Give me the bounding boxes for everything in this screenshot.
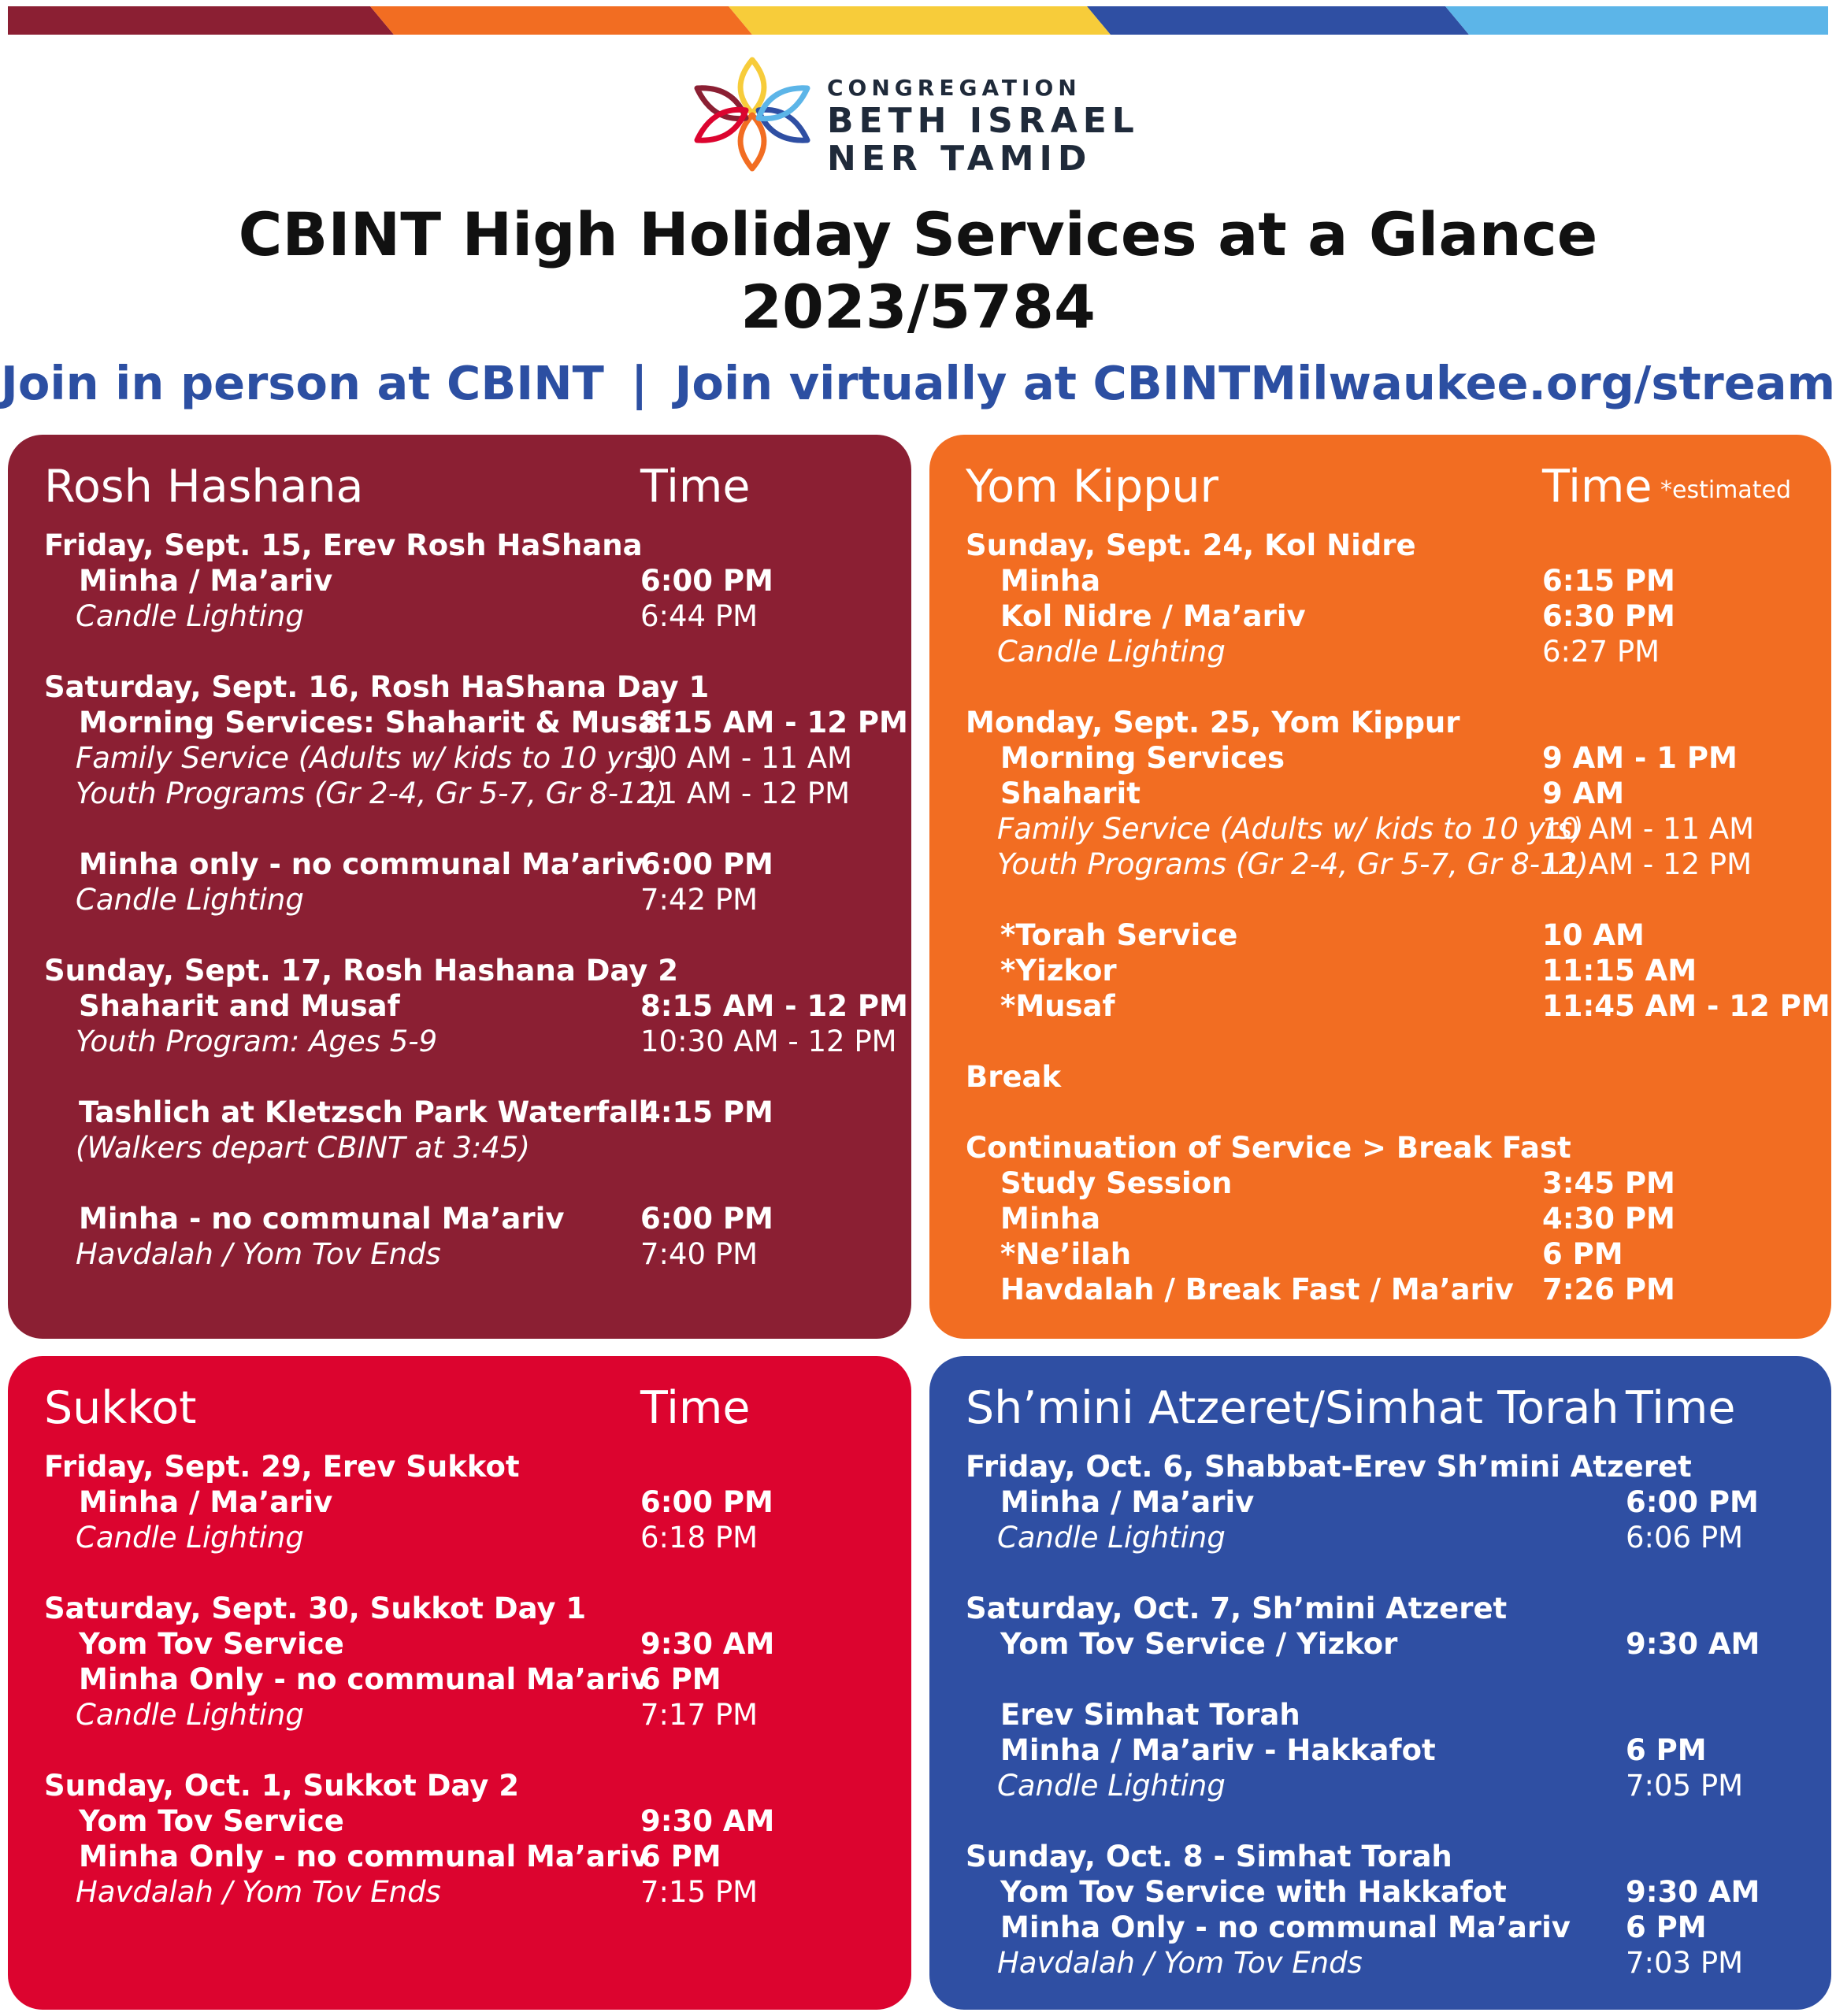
join-line	[0, 352, 1836, 415]
service-time: 6:15 PM	[1542, 564, 1675, 598]
service-time: 10 AM	[1542, 918, 1645, 952]
service-time: 8:15 AM - 12 PM	[640, 989, 908, 1023]
service-name: Morning Services: Shaharit & Musaf	[79, 706, 670, 739]
service-name: *Torah Service	[1000, 918, 1238, 952]
service-note: Candle Lighting	[997, 1769, 1226, 1803]
service-name: Morning Services	[1000, 741, 1285, 775]
service-time: 4:30 PM	[1542, 1202, 1675, 1236]
service-time: 6 PM	[1626, 1910, 1707, 1944]
schedule-date: Monday, Sept. 25, Yom Kippur	[966, 706, 1460, 739]
service-time: 9:30 AM	[640, 1627, 775, 1661]
service-note: Youth Program: Ages 5-9	[76, 1025, 438, 1058]
service-note: Havdalah / Yom Tov Ends	[76, 1875, 441, 1909]
service-time: 6:18 PM	[640, 1521, 759, 1555]
service-time: 7:17 PM	[640, 1698, 759, 1732]
service-note: Havdalah / Yom Tov Ends	[76, 1237, 441, 1271]
schedule-date: Saturday, Sept. 30, Sukkot Day 1	[44, 1592, 587, 1625]
service-time: 7:15 PM	[640, 1875, 759, 1909]
service-time: 7:26 PM	[1542, 1273, 1675, 1306]
time-heading: Time	[1626, 1382, 1736, 1434]
time-heading: Time	[640, 1382, 751, 1434]
service-time: 11:15 AM	[1542, 954, 1697, 988]
service-note: Candle Lighting	[76, 1698, 304, 1732]
service-name: Yom Tov Service	[79, 1804, 344, 1838]
schedule-date: Sunday, Sept. 24, Kol Nidre	[966, 528, 1416, 562]
service-name: Minha only - no communal Ma’ariv	[79, 847, 644, 881]
service-time: 4:15 PM	[640, 1095, 773, 1129]
service-time: 11:45 AM - 12 PM	[1542, 989, 1830, 1023]
service-name: *Ne’ilah	[1000, 1237, 1132, 1271]
join-separator: |	[630, 356, 648, 410]
service-time: 6 PM	[640, 1662, 721, 1696]
service-name: Minha Only - no communal Ma’ariv	[79, 1840, 649, 1873]
service-name: *Yizkor	[1000, 954, 1117, 988]
logo-line-beth-israel: BETH ISRAEL	[827, 101, 1140, 141]
panel-heading: Sukkot	[44, 1382, 197, 1434]
service-time: 10 AM - 11 AM	[640, 741, 853, 775]
service-note: Havdalah / Yom Tov Ends	[997, 1946, 1363, 1980]
service-name: Havdalah / Break Fast / Ma’ariv	[1000, 1273, 1514, 1306]
service-time: 6:06 PM	[1626, 1521, 1744, 1555]
service-time: 6:00 PM	[640, 1202, 773, 1236]
schedule-date: Friday, Sept. 15, Erev Rosh HaShana	[44, 528, 643, 562]
service-name: Erev Simhat Torah	[1000, 1698, 1300, 1732]
service-name: Minha	[1000, 564, 1101, 598]
service-time: 9 AM	[1542, 776, 1625, 810]
rosh-hashana-panel	[8, 435, 911, 1339]
join-in-person: Join in person at CBINT	[0, 356, 604, 410]
service-time: 7:42 PM	[640, 883, 759, 917]
schedule-date: Saturday, Sept. 16, Rosh HaShana Day 1	[44, 670, 710, 704]
panel-heading: Sh’mini Atzeret/Simhat Torah	[966, 1382, 1619, 1434]
service-time: 8:15 AM - 12 PM	[640, 706, 908, 739]
service-time: 3:45 PM	[1542, 1166, 1675, 1200]
service-note: Candle Lighting	[76, 599, 304, 633]
logo-line-congregation: CONGREGATION	[827, 75, 1081, 101]
service-name: Minha	[1000, 1202, 1101, 1236]
yom-kippur-panel	[929, 435, 1831, 1339]
service-name: Yom Tov Service with Hakkafot	[1000, 1875, 1507, 1909]
join-virtual-link[interactable]: Join virtually at CBINTMilwaukee.org/stream	[674, 356, 1836, 410]
service-name: Shaharit	[1000, 776, 1141, 810]
schedule-date: Sunday, Oct. 1, Sukkot Day 2	[44, 1769, 520, 1803]
panel-heading: Rosh Hashana	[44, 461, 364, 513]
color-stripe	[8, 6, 1828, 35]
service-time: 6 PM	[1542, 1237, 1623, 1271]
service-time: 7:03 PM	[1626, 1946, 1744, 1980]
service-note: (Walkers depart CBINT at 3:45)	[76, 1131, 530, 1165]
schedule-date: Friday, Sept. 29, Erev Sukkot	[44, 1450, 520, 1484]
congregation-logo	[689, 55, 1162, 179]
service-name: Minha - no communal Ma’ariv	[79, 1202, 565, 1236]
service-time: 9:30 AM	[1626, 1627, 1760, 1661]
service-time: 6:00 PM	[640, 564, 773, 598]
schedule-date: Break	[966, 1060, 1062, 1094]
service-name: Tashlich at Kletzsch Park Waterfall	[79, 1095, 649, 1129]
service-time: 9:30 AM	[640, 1804, 775, 1838]
service-time: 11 AM - 12 PM	[1542, 847, 1753, 881]
service-name: *Musaf	[1000, 989, 1115, 1023]
schedule-date: Saturday, Oct. 7, Sh’mini Atzeret	[966, 1592, 1508, 1625]
sukkot-panel	[8, 1356, 911, 2010]
service-time: 10 AM - 11 AM	[1542, 812, 1755, 846]
service-note: Candle Lighting	[76, 1521, 304, 1555]
time-heading: Time	[640, 461, 751, 513]
service-time: 6:00 PM	[1626, 1485, 1759, 1519]
service-time: 7:05 PM	[1626, 1769, 1744, 1803]
service-time: 6:30 PM	[1542, 599, 1675, 633]
service-name: Yom Tov Service	[79, 1627, 344, 1661]
estimated-note: *estimated	[1660, 476, 1792, 504]
service-time: 6 PM	[1626, 1733, 1707, 1767]
service-note: Candle Lighting	[997, 1521, 1226, 1555]
service-note: Youth Programs (Gr 2-4, Gr 5-7, Gr 8-12)	[76, 776, 667, 810]
service-name: Minha / Ma’ariv	[79, 1485, 333, 1519]
service-name: Yom Tov Service / Yizkor	[1000, 1627, 1398, 1661]
service-name: Minha / Ma’ariv	[79, 564, 333, 598]
service-note: Family Service (Adults w/ kids to 10 yrs)	[76, 741, 662, 775]
schedule-date: Sunday, Sept. 17, Rosh Hashana Day 2	[44, 954, 679, 988]
service-name: Shaharit and Musaf	[79, 989, 400, 1023]
service-name: Minha / Ma’ariv - Hakkafot	[1000, 1733, 1436, 1767]
service-name: Minha Only - no communal Ma’ariv	[79, 1662, 649, 1696]
shmini-atzeret-panel	[929, 1356, 1831, 2010]
service-name: Minha / Ma’ariv	[1000, 1485, 1255, 1519]
service-time: 6 PM	[640, 1840, 721, 1873]
time-heading: Time	[1542, 461, 1652, 513]
service-note: Candle Lighting	[76, 883, 304, 917]
service-time: 9 AM - 1 PM	[1542, 741, 1738, 775]
schedule-date: Sunday, Oct. 8 - Simhat Torah	[966, 1840, 1452, 1873]
schedule-date: Continuation of Service > Break Fast	[966, 1131, 1571, 1165]
service-name: Study Session	[1000, 1166, 1233, 1200]
page-title: CBINT High Holiday Services at a Glance	[238, 199, 1598, 269]
logo-wordmark	[827, 74, 1140, 178]
service-note: Candle Lighting	[997, 635, 1226, 669]
service-note: Family Service (Adults w/ kids to 10 yrs)	[997, 812, 1584, 846]
page-subtitle-year: 2023/5784	[740, 272, 1096, 342]
service-time: 11 AM - 12 PM	[640, 776, 851, 810]
service-time: 6:27 PM	[1542, 635, 1660, 669]
service-time: 10:30 AM - 12 PM	[640, 1025, 897, 1058]
service-time: 6:00 PM	[640, 847, 773, 881]
service-time: 9:30 AM	[1626, 1875, 1760, 1909]
service-time: 7:40 PM	[640, 1237, 759, 1271]
service-name: Kol Nidre / Ma’ariv	[1000, 599, 1306, 633]
logo-line-ner-tamid: NER TAMID	[827, 139, 1092, 179]
service-note: Youth Programs (Gr 2-4, Gr 5-7, Gr 8-12)	[997, 847, 1589, 881]
service-name: Minha Only - no communal Ma’ariv	[1000, 1910, 1571, 1944]
star-logo-icon	[689, 55, 815, 173]
schedule-date: Friday, Oct. 6, Shabbat-Erev Sh’mini Atzeret	[966, 1450, 1692, 1484]
service-time: 6:00 PM	[640, 1485, 773, 1519]
service-time: 6:44 PM	[640, 599, 759, 633]
panel-heading: Yom Kippur	[966, 461, 1218, 513]
